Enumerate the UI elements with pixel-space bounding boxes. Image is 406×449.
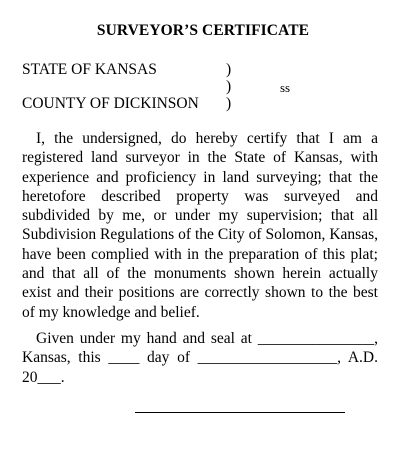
venue-paren: ): [226, 61, 232, 78]
state-label: STATE OF KANSAS: [22, 61, 157, 78]
certificate-title: SURVEYOR’S CERTIFICATE: [96, 22, 310, 39]
certification-paragraph: I, the undersigned, do hereby certify that I am a registered land surveyor in the State of Kansas, with experience and proficiency in land surveying; that the heretofore described property was surveyed and subdivided by me, or under my supervision; that all Subdivision Regulations of the City of Solomon, Kansas, have been complied with in the preparation of this plat; and that all of the monuments shown herein actually exist and their positions are correctly shown to the best of my knowledge and belief.: [22, 130, 378, 321]
venue-paren: ): [226, 78, 232, 95]
venue-paren: ): [226, 95, 232, 112]
ss-mark: ss: [280, 80, 291, 95]
county-label: COUNTY OF DICKINSON: [22, 95, 199, 112]
signature-line: [135, 412, 345, 413]
given-under-paragraph: Given under my hand and seal at _______________, Kansas, this ____ day of __________________, A.D. 20___.: [22, 330, 378, 386]
